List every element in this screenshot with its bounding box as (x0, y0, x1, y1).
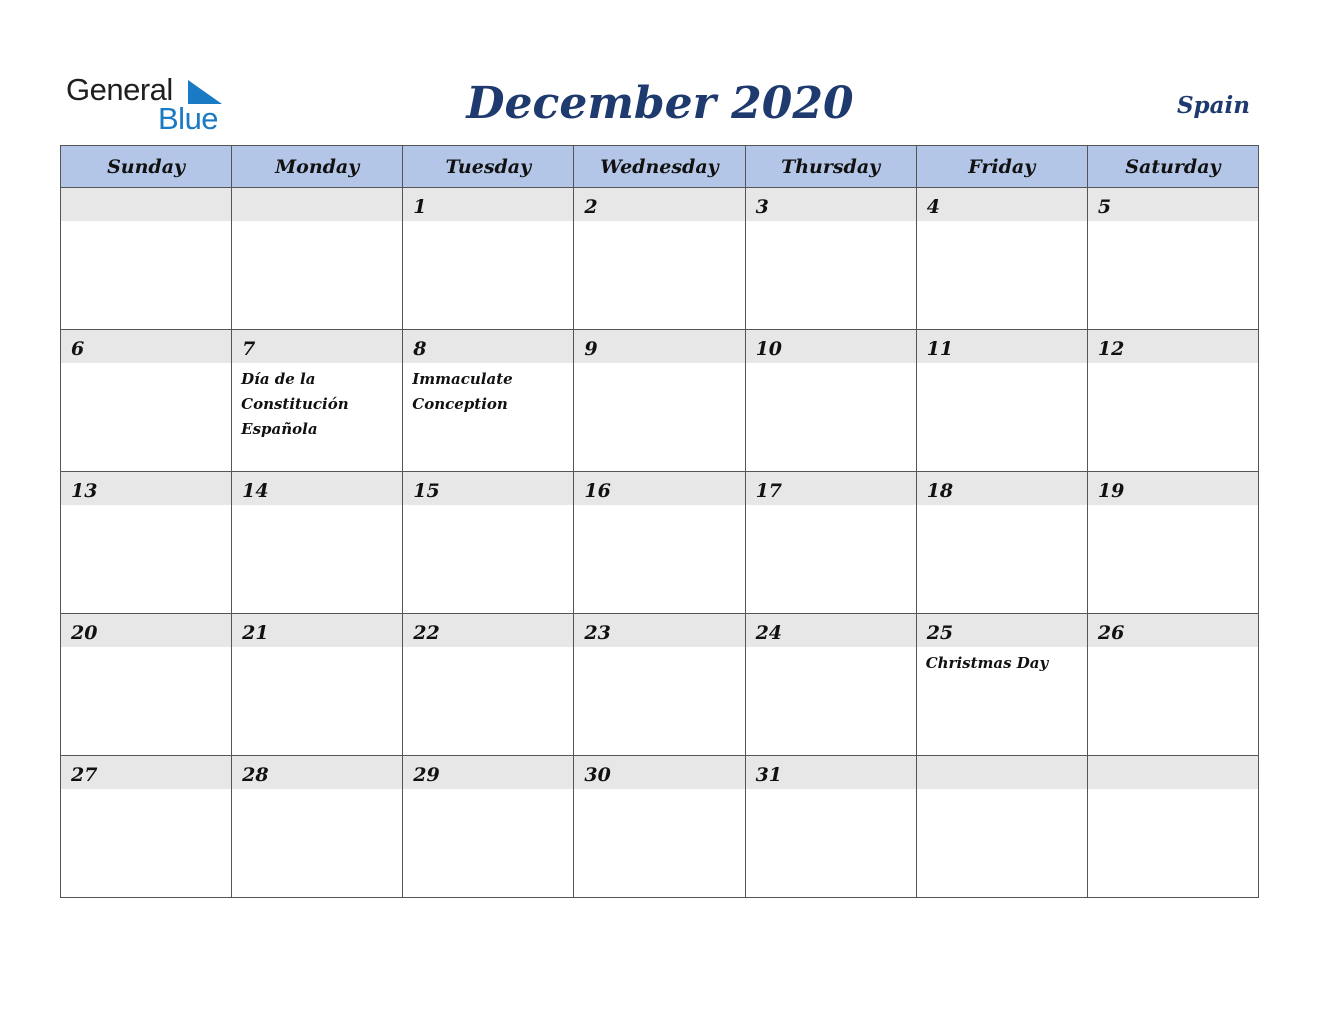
day-number: 25 (917, 614, 1087, 647)
day-cell (232, 472, 403, 614)
day-number: 8 (403, 330, 573, 363)
day-cell (232, 188, 403, 330)
day-number: 13 (61, 472, 231, 505)
day-cell (1087, 472, 1258, 614)
weekday-header: Thursday (745, 146, 916, 188)
country-label: Spain (1176, 92, 1250, 119)
day-number: 21 (232, 614, 402, 647)
weekday-header: Tuesday (403, 146, 574, 188)
day-number: 28 (232, 756, 402, 789)
day-cell (916, 472, 1087, 614)
calendar-title: December 2020 (466, 78, 854, 129)
day-number: 12 (1088, 330, 1258, 363)
day-cell (574, 756, 745, 898)
day-number: 23 (574, 614, 744, 647)
day-cell (403, 614, 574, 756)
month-calendar-grid (60, 145, 1259, 898)
day-cell (61, 756, 232, 898)
day-number: 30 (574, 756, 744, 789)
day-cell (745, 188, 916, 330)
day-number: 5 (1088, 188, 1258, 221)
day-number: 14 (232, 472, 402, 505)
holiday-event: Christmas Day (925, 654, 1049, 672)
logo-word-blue: Blue (158, 101, 219, 136)
day-number (61, 188, 231, 221)
day-cell (916, 756, 1087, 898)
day-number: 27 (61, 756, 231, 789)
holiday-event: Día de la Constitución Española (241, 370, 349, 438)
day-cell (745, 756, 916, 898)
day-number: 7 (232, 330, 402, 363)
day-number: 9 (574, 330, 744, 363)
day-cell (574, 614, 745, 756)
day-number (232, 188, 402, 221)
day-cell (574, 188, 745, 330)
day-number: 20 (61, 614, 231, 647)
day-number: 17 (746, 472, 916, 505)
day-number: 10 (746, 330, 916, 363)
day-number: 26 (1088, 614, 1258, 647)
day-cell (574, 330, 745, 472)
day-number: 4 (917, 188, 1087, 221)
day-number: 15 (403, 472, 573, 505)
day-cell (61, 614, 232, 756)
weekday-header: Monday (232, 146, 403, 188)
day-number: 6 (61, 330, 231, 363)
week-row (61, 756, 1259, 898)
day-cell (1087, 330, 1258, 472)
week-row (61, 188, 1259, 330)
day-cell (403, 472, 574, 614)
day-number: 18 (917, 472, 1087, 505)
logo-word-general: General (66, 72, 173, 107)
day-cell (1087, 614, 1258, 756)
holiday-event: Immaculate Conception (412, 370, 513, 413)
day-number (917, 756, 1087, 789)
day-number: 11 (917, 330, 1087, 363)
day-number: 31 (746, 756, 916, 789)
day-number: 2 (574, 188, 744, 221)
day-cell (916, 330, 1087, 472)
weekday-header: Saturday (1087, 146, 1258, 188)
weekday-header: Wednesday (574, 146, 745, 188)
day-number (1088, 756, 1258, 789)
day-number: 29 (403, 756, 573, 789)
day-cell (61, 188, 232, 330)
day-cell (403, 330, 574, 472)
day-number: 16 (574, 472, 744, 505)
day-cell (745, 330, 916, 472)
calendar-body (61, 188, 1259, 898)
day-number: 19 (1088, 472, 1258, 505)
day-cell (1087, 756, 1258, 898)
day-cell (232, 614, 403, 756)
day-cell (745, 472, 916, 614)
weekday-header: Sunday (61, 146, 232, 188)
day-cell (232, 756, 403, 898)
day-cell (916, 614, 1087, 756)
day-cell (574, 472, 745, 614)
day-cell (61, 330, 232, 472)
day-cell (916, 188, 1087, 330)
day-cell (745, 614, 916, 756)
day-cell (403, 188, 574, 330)
day-number: 1 (403, 188, 573, 221)
day-cell (61, 472, 232, 614)
day-number: 3 (746, 188, 916, 221)
week-row (61, 472, 1259, 614)
weekday-header-row (61, 146, 1259, 188)
day-number: 22 (403, 614, 573, 647)
day-cell (403, 756, 574, 898)
weekday-header: Friday (916, 146, 1087, 188)
day-cell (1087, 188, 1258, 330)
day-number: 24 (746, 614, 916, 647)
week-row (61, 614, 1259, 756)
day-cell (232, 330, 403, 472)
week-row (61, 330, 1259, 472)
